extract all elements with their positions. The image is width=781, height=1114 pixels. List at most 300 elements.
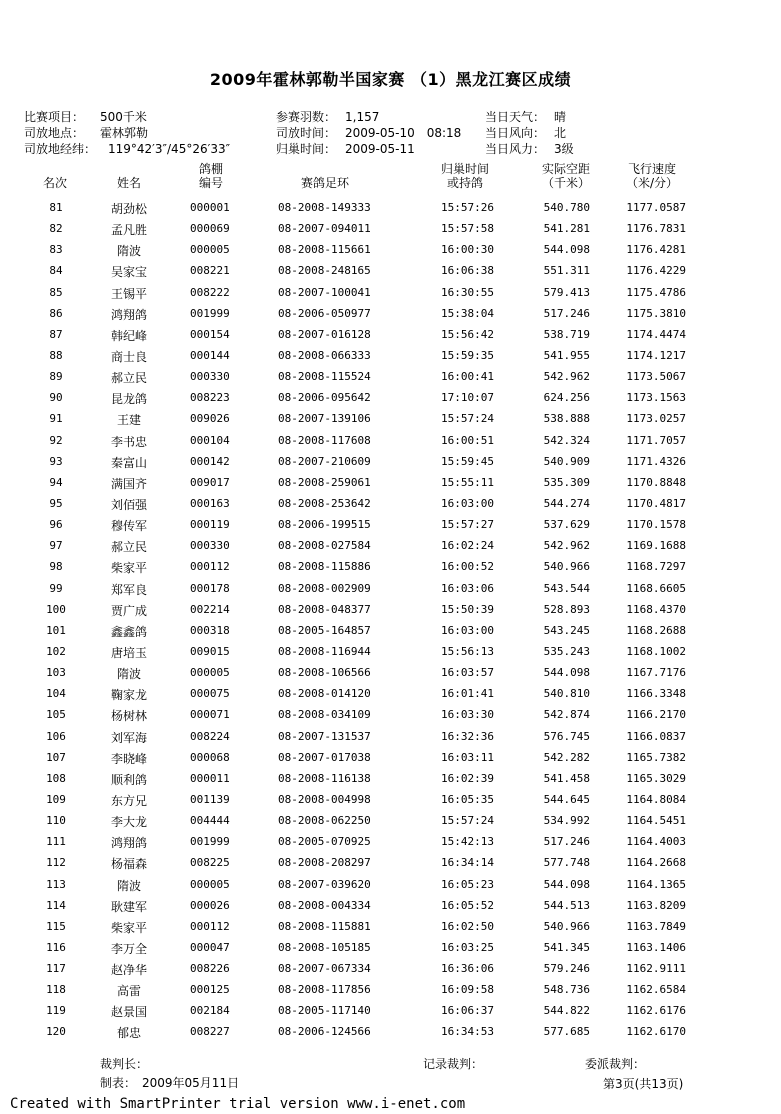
cell-rank: 108 bbox=[46, 771, 66, 785]
cell-rank: 94 bbox=[49, 475, 63, 489]
cell-dist: 535.243 bbox=[543, 644, 590, 658]
cell-loft: 002214 bbox=[190, 602, 230, 616]
cell-time: 15:57:58 bbox=[441, 222, 494, 236]
cell-ring: 08-2006-050977 bbox=[278, 306, 371, 320]
cell-loft: 000068 bbox=[190, 750, 230, 764]
cell-rank: 84 bbox=[49, 264, 63, 278]
page-number: 第3页(共13页) bbox=[603, 1077, 684, 1091]
cell-dist: 624.256 bbox=[543, 391, 590, 405]
results-table bbox=[0, 197, 781, 1043]
cell-rank: 88 bbox=[49, 348, 63, 362]
col-rank-header: 名次 bbox=[42, 176, 67, 190]
page-title: 2009年霍林郭勒半国家赛 （1）黑龙江赛区成绩 bbox=[209, 70, 572, 89]
table-row bbox=[0, 726, 781, 747]
cell-time: 15:57:26 bbox=[441, 201, 494, 214]
cell-name: 赵净华 bbox=[110, 963, 147, 978]
table-row bbox=[0, 387, 781, 408]
cell-rank: 110 bbox=[46, 814, 66, 828]
cell-loft: 009015 bbox=[190, 644, 230, 658]
cell-name: 昆龙鸽 bbox=[110, 392, 147, 407]
cell-ring: 08-2008-062250 bbox=[278, 814, 371, 828]
cell-loft: 000011 bbox=[190, 771, 230, 785]
cell-time: 15:56:13 bbox=[441, 644, 494, 658]
cell-dist: 528.893 bbox=[543, 602, 590, 616]
delegate-label: 委派裁判： bbox=[585, 1057, 646, 1071]
cell-name: 柴家平 bbox=[110, 561, 147, 576]
referee-label: 裁判长： bbox=[100, 1057, 149, 1071]
cell-speed: 1163.8209 bbox=[626, 898, 686, 912]
cell-loft: 008225 bbox=[190, 856, 230, 870]
cell-name: 孟凡胜 bbox=[110, 223, 147, 238]
table-row bbox=[0, 408, 781, 429]
cell-ring: 08-2008-004334 bbox=[278, 898, 371, 912]
cell-speed: 1168.4370 bbox=[626, 602, 686, 616]
cell-time: 16:02:24 bbox=[441, 539, 494, 553]
cell-dist: 535.309 bbox=[543, 475, 590, 489]
cell-rank: 109 bbox=[46, 792, 66, 806]
cell-time: 16:03:06 bbox=[441, 581, 494, 595]
cell-name: 秦富山 bbox=[110, 455, 147, 470]
table-row bbox=[0, 789, 781, 810]
cell-time: 15:59:35 bbox=[441, 348, 494, 362]
cell-rank: 101 bbox=[46, 623, 66, 637]
cell-speed: 1173.5067 bbox=[626, 370, 686, 384]
cell-time: 16:00:41 bbox=[441, 370, 494, 384]
cell-speed: 1164.1365 bbox=[626, 877, 686, 891]
cell-dist: 542.282 bbox=[543, 750, 590, 764]
cell-name: 韩纪峰 bbox=[110, 328, 147, 343]
cell-speed: 1174.4474 bbox=[626, 327, 686, 341]
cell-time: 16:09:58 bbox=[441, 983, 494, 997]
cell-time: 15:57:27 bbox=[441, 518, 494, 532]
cell-dist: 548.736 bbox=[543, 983, 590, 997]
cell-time: 16:36:06 bbox=[441, 962, 494, 976]
cell-name: 东方兄 bbox=[110, 793, 147, 808]
cell-name: 刘佰强 bbox=[110, 497, 147, 512]
cell-rank: 118 bbox=[46, 983, 66, 997]
cell-ring: 08-2008-027584 bbox=[278, 539, 371, 553]
cell-loft: 000119 bbox=[190, 518, 230, 532]
cell-loft: 000330 bbox=[190, 539, 230, 553]
cell-dist: 551.311 bbox=[543, 264, 590, 278]
cell-loft: 000071 bbox=[190, 708, 230, 722]
cell-rank: 96 bbox=[49, 518, 63, 532]
release-time-label: 司放时间： bbox=[276, 126, 337, 140]
table-row bbox=[0, 1021, 781, 1042]
cell-time: 17:10:07 bbox=[441, 391, 494, 405]
cell-name: 鑫鑫鸽 bbox=[110, 624, 147, 639]
table-row bbox=[0, 1000, 781, 1021]
cell-ring: 08-2008-208297 bbox=[278, 856, 371, 870]
cell-time: 16:03:57 bbox=[441, 666, 494, 680]
cell-ring: 08-2008-105185 bbox=[278, 940, 371, 954]
cell-rank: 107 bbox=[46, 750, 66, 764]
table-row bbox=[0, 599, 781, 620]
cell-ring: 08-2008-004998 bbox=[278, 792, 371, 806]
cell-name: 李大龙 bbox=[110, 815, 147, 830]
table-row bbox=[0, 556, 781, 577]
cell-dist: 543.544 bbox=[543, 581, 590, 595]
event-label: 比赛项目： bbox=[24, 110, 85, 124]
cell-time: 15:42:13 bbox=[441, 835, 494, 849]
cell-name: 李万全 bbox=[110, 941, 147, 956]
cell-loft: 002184 bbox=[190, 1004, 230, 1018]
cell-speed: 1173.1563 bbox=[626, 391, 686, 405]
cell-dist: 540.909 bbox=[543, 454, 590, 468]
cell-dist: 577.685 bbox=[543, 1025, 590, 1039]
cell-speed: 1165.7382 bbox=[626, 750, 686, 764]
table-row bbox=[0, 662, 781, 683]
cell-speed: 1166.0837 bbox=[626, 729, 686, 743]
cell-dist: 537.629 bbox=[543, 518, 590, 532]
cell-loft: 009026 bbox=[190, 412, 230, 426]
table-row bbox=[0, 704, 781, 725]
cell-loft: 008227 bbox=[190, 1025, 230, 1039]
cell-loft: 000330 bbox=[190, 370, 230, 384]
cell-time: 15:57:24 bbox=[441, 412, 494, 426]
cell-speed: 1175.3810 bbox=[626, 306, 686, 320]
cell-dist: 541.345 bbox=[543, 940, 590, 954]
cell-rank: 120 bbox=[46, 1025, 66, 1039]
cell-ring: 08-2008-014120 bbox=[278, 687, 371, 701]
cell-time: 16:01:41 bbox=[441, 687, 494, 701]
cell-loft: 009017 bbox=[190, 475, 230, 489]
cell-ring: 08-2007-210609 bbox=[278, 454, 371, 468]
col-loft-header-line2: 编号 bbox=[198, 176, 223, 190]
col-time-header-line2: 或持鸽 bbox=[446, 176, 483, 190]
cell-speed: 1167.7176 bbox=[626, 666, 686, 680]
cell-loft: 000154 bbox=[190, 327, 230, 341]
cell-loft: 000026 bbox=[190, 898, 230, 912]
table-row bbox=[0, 895, 781, 916]
cell-name: 穆传军 bbox=[110, 519, 147, 534]
table-row bbox=[0, 578, 781, 599]
cell-ring: 08-2008-253642 bbox=[278, 496, 371, 510]
cell-time: 16:06:38 bbox=[441, 264, 494, 278]
cell-name: 柴家平 bbox=[110, 920, 147, 935]
cell-ring: 08-2008-115524 bbox=[278, 370, 371, 384]
cell-time: 16:30:55 bbox=[441, 285, 494, 299]
table-row bbox=[0, 239, 781, 260]
cell-dist: 541.955 bbox=[543, 348, 590, 362]
cell-speed: 1176.4281 bbox=[626, 243, 686, 257]
cell-dist: 542.962 bbox=[543, 539, 590, 553]
birds-value: 1,157 bbox=[345, 110, 380, 124]
cell-dist: 579.246 bbox=[543, 962, 590, 976]
table-row bbox=[0, 916, 781, 937]
cell-speed: 1168.7297 bbox=[626, 560, 686, 574]
cell-dist: 577.748 bbox=[543, 856, 590, 870]
cell-rank: 106 bbox=[46, 729, 66, 743]
cell-time: 16:03:00 bbox=[441, 496, 494, 510]
cell-loft: 000005 bbox=[190, 666, 230, 680]
table-row bbox=[0, 366, 781, 387]
cell-name: 高雷 bbox=[116, 984, 141, 999]
cell-rank: 97 bbox=[49, 539, 63, 553]
cell-name: 杨树林 bbox=[110, 709, 147, 724]
cell-loft: 000047 bbox=[190, 940, 230, 954]
cell-loft: 001999 bbox=[190, 835, 230, 849]
cell-name: 唐培玉 bbox=[110, 645, 147, 660]
cell-rank: 104 bbox=[46, 687, 66, 701]
cell-loft: 000318 bbox=[190, 623, 230, 637]
table-row bbox=[0, 260, 781, 281]
cell-loft: 000112 bbox=[190, 560, 230, 574]
cell-name: 李书忠 bbox=[110, 434, 147, 449]
return-time-value: 2009-05-11 bbox=[345, 142, 415, 156]
cell-dist: 579.413 bbox=[543, 285, 590, 299]
cell-time: 16:00:30 bbox=[441, 243, 494, 257]
cell-ring: 08-2005-117140 bbox=[278, 1004, 371, 1018]
cell-dist: 540.810 bbox=[543, 687, 590, 701]
cell-ring: 08-2008-149333 bbox=[278, 201, 371, 214]
cell-name: 贾广成 bbox=[110, 603, 147, 618]
cell-time: 15:59:45 bbox=[441, 454, 494, 468]
cell-loft: 000001 bbox=[190, 201, 230, 214]
cell-rank: 81 bbox=[49, 201, 63, 214]
cell-dist: 544.098 bbox=[543, 666, 590, 680]
cell-time: 16:34:14 bbox=[441, 856, 494, 870]
cell-ring: 08-2008-048377 bbox=[278, 602, 371, 616]
cell-name: 胡劲松 bbox=[110, 202, 147, 216]
cell-name: 隋波 bbox=[116, 878, 141, 893]
col-ring-header: 赛鸽足环 bbox=[300, 176, 349, 190]
cell-dist: 544.098 bbox=[543, 243, 590, 257]
cell-speed: 1168.6605 bbox=[626, 581, 686, 595]
table-row bbox=[0, 535, 781, 556]
cell-loft: 000005 bbox=[190, 877, 230, 891]
trial-watermark: Created with SmartPrinter trial version www.i-enet.com bbox=[10, 1096, 466, 1112]
cell-name: 王建 bbox=[116, 413, 141, 428]
table-row bbox=[0, 197, 781, 218]
cell-rank: 112 bbox=[46, 856, 66, 870]
cell-name: 杨福森 bbox=[110, 857, 147, 872]
cell-ring: 08-2005-070925 bbox=[278, 835, 371, 849]
table-row bbox=[0, 345, 781, 366]
cell-ring: 08-2008-117856 bbox=[278, 983, 371, 997]
weather-value: 晴 bbox=[554, 110, 567, 124]
cell-dist: 540.966 bbox=[543, 919, 590, 933]
table-row bbox=[0, 620, 781, 641]
coords-label: 司放地经纬： bbox=[24, 142, 97, 156]
cell-rank: 103 bbox=[46, 666, 66, 680]
cell-ring: 08-2008-117608 bbox=[278, 433, 371, 447]
cell-speed: 1173.0257 bbox=[626, 412, 686, 426]
cell-ring: 08-2008-248165 bbox=[278, 264, 371, 278]
cell-ring: 08-2007-131537 bbox=[278, 729, 371, 743]
cell-speed: 1168.2688 bbox=[626, 623, 686, 637]
cell-time: 16:34:53 bbox=[441, 1025, 494, 1039]
event-value: 500千米 bbox=[100, 110, 147, 124]
cell-loft: 000075 bbox=[190, 687, 230, 701]
cell-loft: 000163 bbox=[190, 496, 230, 510]
cell-name: 商士良 bbox=[110, 349, 147, 364]
cell-speed: 1164.5451 bbox=[626, 814, 686, 828]
cell-rank: 92 bbox=[49, 433, 63, 447]
cell-ring: 08-2007-017038 bbox=[278, 750, 371, 764]
cell-speed: 1177.0587 bbox=[626, 201, 686, 214]
wind-force-label: 当日风力： bbox=[485, 142, 546, 156]
cell-loft: 008222 bbox=[190, 285, 230, 299]
cell-name: 吴家宝 bbox=[110, 265, 147, 280]
cell-name: 赵景国 bbox=[110, 1005, 147, 1020]
cell-loft: 001999 bbox=[190, 306, 230, 320]
cell-rank: 114 bbox=[46, 898, 66, 912]
release-site-label: 司放地点： bbox=[24, 126, 85, 140]
cell-name: 郝立民 bbox=[110, 540, 147, 555]
col-loft-header bbox=[186, 162, 236, 190]
cell-dist: 542.962 bbox=[543, 370, 590, 384]
cell-ring: 08-2007-039620 bbox=[278, 877, 371, 891]
cell-dist: 544.822 bbox=[543, 1004, 590, 1018]
cell-dist: 540.966 bbox=[543, 560, 590, 574]
cell-loft: 000005 bbox=[190, 243, 230, 257]
cell-ring: 08-2007-067334 bbox=[278, 962, 371, 976]
cell-rank: 115 bbox=[46, 919, 66, 933]
cell-time: 15:56:42 bbox=[441, 327, 494, 341]
cell-ring: 08-2008-259061 bbox=[278, 475, 371, 489]
cell-speed: 1164.2668 bbox=[626, 856, 686, 870]
cell-dist: 542.874 bbox=[543, 708, 590, 722]
table-row bbox=[0, 958, 781, 979]
birds-label: 参赛羽数： bbox=[276, 110, 337, 124]
cell-time: 15:55:11 bbox=[441, 475, 494, 489]
cell-time: 16:03:25 bbox=[441, 940, 494, 954]
cell-rank: 82 bbox=[49, 222, 63, 236]
cell-speed: 1170.4817 bbox=[626, 496, 686, 510]
cell-time: 16:03:30 bbox=[441, 708, 494, 722]
cell-ring: 08-2007-016128 bbox=[278, 327, 371, 341]
cell-time: 15:57:24 bbox=[441, 814, 494, 828]
cell-dist: 517.246 bbox=[543, 835, 590, 849]
col-speed-header-line2: （米/分） bbox=[625, 176, 679, 190]
cell-name: 鸿翔鸽 bbox=[110, 836, 147, 851]
cell-speed: 1162.6176 bbox=[626, 1004, 686, 1018]
cell-speed: 1162.9111 bbox=[626, 962, 686, 976]
cell-time: 16:05:35 bbox=[441, 792, 494, 806]
cell-ring: 08-2008-116138 bbox=[278, 771, 371, 785]
cell-name: 刘军海 bbox=[110, 730, 147, 745]
cell-ring: 08-2006-199515 bbox=[278, 518, 371, 532]
table-row bbox=[0, 641, 781, 662]
cell-speed: 1163.7849 bbox=[626, 919, 686, 933]
cell-speed: 1171.7057 bbox=[626, 433, 686, 447]
return-time-label: 归巢时间： bbox=[276, 142, 337, 156]
cell-ring: 08-2005-164857 bbox=[278, 623, 371, 637]
cell-loft: 000069 bbox=[190, 222, 230, 236]
release-site-value: 霍林郭勒 bbox=[100, 126, 149, 140]
cell-dist: 544.645 bbox=[543, 792, 590, 806]
cell-time: 16:32:36 bbox=[441, 729, 494, 743]
col-name-header: 姓名 bbox=[116, 176, 141, 190]
cell-rank: 95 bbox=[49, 496, 63, 510]
table-row bbox=[0, 810, 781, 831]
cell-name: 鞠家龙 bbox=[110, 688, 147, 703]
table-row bbox=[0, 874, 781, 895]
cell-name: 满国齐 bbox=[110, 476, 147, 491]
recorder-label: 记录裁判： bbox=[423, 1057, 484, 1071]
cell-rank: 90 bbox=[49, 391, 63, 405]
release-time-value: 2009-05-10 08:18 bbox=[345, 126, 462, 140]
cell-rank: 105 bbox=[46, 708, 66, 722]
cell-time: 15:38:04 bbox=[441, 306, 494, 320]
cell-speed: 1166.3348 bbox=[626, 687, 686, 701]
wind-dir-label: 当日风向： bbox=[485, 126, 546, 140]
cell-time: 16:06:37 bbox=[441, 1004, 494, 1018]
cell-loft: 000144 bbox=[190, 348, 230, 362]
cell-name: 隋波 bbox=[116, 667, 141, 682]
cell-time: 16:00:52 bbox=[441, 560, 494, 574]
cell-ring: 08-2007-094011 bbox=[278, 222, 371, 236]
cell-time: 16:00:51 bbox=[441, 433, 494, 447]
cell-dist: 538.719 bbox=[543, 327, 590, 341]
cell-name: 郁忠 bbox=[116, 1026, 141, 1041]
cell-dist: 576.745 bbox=[543, 729, 590, 743]
cell-name: 李晓峰 bbox=[110, 751, 147, 766]
cell-loft: 000178 bbox=[190, 581, 230, 595]
cell-time: 16:03:11 bbox=[441, 750, 494, 764]
table-row bbox=[0, 324, 781, 345]
cell-dist: 541.458 bbox=[543, 771, 590, 785]
col-dist-header-line1: 实际空距 bbox=[541, 162, 590, 176]
cell-ring: 08-2008-106566 bbox=[278, 666, 371, 680]
weather-label: 当日天气： bbox=[485, 110, 546, 124]
col-speed-header bbox=[612, 162, 692, 190]
col-loft-header-line1: 鸽棚 bbox=[198, 162, 223, 176]
cell-speed: 1164.8084 bbox=[626, 792, 686, 806]
cell-ring: 08-2008-034109 bbox=[278, 708, 371, 722]
cell-rank: 102 bbox=[46, 644, 66, 658]
cell-rank: 83 bbox=[49, 243, 63, 257]
cell-speed: 1169.1688 bbox=[626, 539, 686, 553]
cell-speed: 1164.4003 bbox=[626, 835, 686, 849]
cell-speed: 1163.1406 bbox=[626, 940, 686, 954]
cell-rank: 87 bbox=[49, 327, 63, 341]
cell-loft: 008221 bbox=[190, 264, 230, 278]
cell-rank: 99 bbox=[49, 581, 63, 595]
cell-speed: 1165.3029 bbox=[626, 771, 686, 785]
cell-speed: 1170.1578 bbox=[626, 518, 686, 532]
table-row bbox=[0, 937, 781, 958]
cell-dist: 543.245 bbox=[543, 623, 590, 637]
col-time-header-line1: 归巢时间 bbox=[440, 162, 489, 176]
cell-name: 王锡平 bbox=[110, 286, 147, 301]
cell-rank: 85 bbox=[49, 285, 63, 299]
cell-ring: 08-2006-095642 bbox=[278, 391, 371, 405]
cell-name: 郝立民 bbox=[110, 371, 147, 386]
table-row bbox=[0, 218, 781, 239]
cell-name: 鸿翔鸽 bbox=[110, 307, 147, 322]
cell-ring: 08-2007-100041 bbox=[278, 285, 371, 299]
table-row bbox=[0, 747, 781, 768]
table-row bbox=[0, 979, 781, 1000]
table-row bbox=[0, 852, 781, 873]
cell-speed: 1176.4229 bbox=[626, 264, 686, 278]
cell-rank: 91 bbox=[49, 412, 63, 426]
wind-dir-value: 北 bbox=[554, 126, 567, 140]
cell-loft: 000125 bbox=[190, 983, 230, 997]
cell-dist: 534.992 bbox=[543, 814, 590, 828]
cell-dist: 544.098 bbox=[543, 877, 590, 891]
cell-name: 郑军良 bbox=[110, 582, 147, 597]
cell-ring: 08-2008-115886 bbox=[278, 560, 371, 574]
col-speed-header-line1: 飞行速度 bbox=[627, 162, 676, 176]
table-row bbox=[0, 683, 781, 704]
cell-name: 耿建军 bbox=[110, 899, 147, 914]
cell-ring: 08-2008-115881 bbox=[278, 919, 371, 933]
cell-speed: 1162.6170 bbox=[626, 1025, 686, 1039]
cell-rank: 86 bbox=[49, 306, 63, 320]
